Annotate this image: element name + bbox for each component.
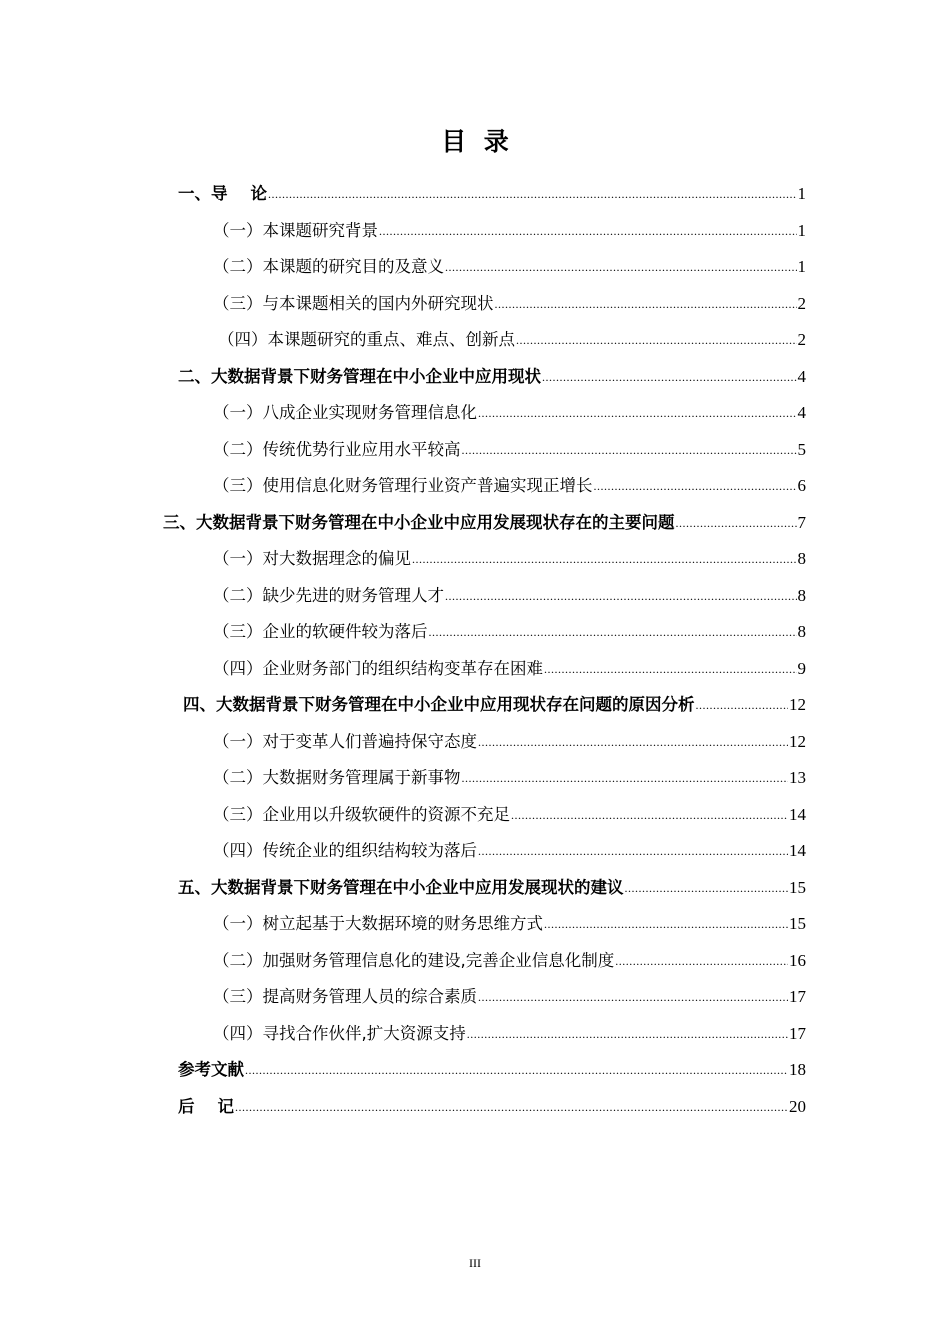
- toc-dot-leader: [462, 760, 789, 797]
- toc-entry-title: （三）使用信息化财务管理行业资产普遍实现正增长: [213, 476, 593, 495]
- toc-entry-page: 9: [797, 659, 806, 678]
- toc-entry[interactable]: [213, 796, 806, 833]
- toc-entry-title: （一）八成企业实现财务管理信息化: [213, 403, 477, 422]
- toc-entry-page: 20: [789, 1097, 806, 1116]
- toc-entry-page: 8: [797, 549, 806, 568]
- toc-entry-title: （二）传统优势行业应用水平较高: [213, 440, 461, 459]
- toc-entry-title: （一）树立起基于大数据环境的财务思维方式: [213, 914, 543, 933]
- toc-dot-leader: [696, 687, 789, 724]
- toc-dot-leader: [594, 468, 797, 505]
- toc-entry-title: （四）企业财务部门的组织结构变革存在困难: [213, 659, 543, 678]
- toc-entry-page: 4: [797, 367, 806, 386]
- toc-dot-leader: [478, 724, 788, 761]
- toc-dot-leader: [495, 286, 797, 323]
- toc-entry-page: 14: [789, 805, 806, 824]
- toc-entry-page: 12: [789, 695, 806, 714]
- page-number: III: [469, 1256, 481, 1270]
- toc-entry[interactable]: [213, 905, 806, 942]
- toc-entry[interactable]: [213, 394, 806, 431]
- toc-dot-leader: [462, 432, 797, 469]
- toc-entry[interactable]: [213, 613, 806, 650]
- toc-entry[interactable]: [213, 942, 806, 979]
- toc-entry[interactable]: [213, 212, 806, 249]
- toc-dot-leader: [625, 870, 789, 907]
- toc-dot-leader: [478, 833, 788, 870]
- toc-entry[interactable]: [178, 175, 806, 212]
- toc-dot-leader: [235, 1089, 788, 1126]
- toc-entry-title: （四）传统企业的组织结构较为落后: [213, 841, 477, 860]
- toc-entry[interactable]: [163, 504, 806, 541]
- toc-entry-page: 18: [789, 1060, 806, 1079]
- toc-entry-title: （三）企业的软硬件较为落后: [213, 622, 428, 641]
- toc-entry-title: （二）大数据财务管理属于新事物: [213, 768, 461, 787]
- toc-entry-page: 15: [789, 914, 806, 933]
- toc-entry-title: （一）对大数据理念的偏见: [213, 549, 411, 568]
- toc-entry[interactable]: [178, 1088, 806, 1125]
- toc-dot-leader: [511, 797, 788, 834]
- toc-entry[interactable]: [213, 832, 806, 869]
- toc-entry-page: 6: [797, 476, 806, 495]
- toc-dot-leader: [544, 651, 797, 688]
- toc-entry-page: 4: [797, 403, 806, 422]
- toc-entry[interactable]: [218, 321, 806, 358]
- toc-dot-leader: [412, 541, 797, 578]
- toc-dot-leader: [245, 1052, 788, 1089]
- toc-entry[interactable]: [213, 723, 806, 760]
- toc-dot-leader: [542, 359, 797, 396]
- toc-entry-title: 一、导 论: [178, 184, 267, 203]
- toc-entry-page: 5: [797, 440, 806, 459]
- toc-dot-leader: [516, 322, 797, 359]
- toc-entry-page: 15: [789, 878, 806, 897]
- toc-dot-leader: [445, 578, 797, 615]
- toc-entry[interactable]: [213, 759, 806, 796]
- toc-entry-page: 7: [797, 513, 806, 532]
- toc-entry-page: 8: [797, 586, 806, 605]
- toc-entry-title: （四）本课题研究的重点、难点、创新点: [218, 330, 515, 349]
- toc-entry-page: 1: [797, 257, 806, 276]
- toc-dot-leader: [467, 1016, 788, 1053]
- toc-entry[interactable]: [183, 686, 806, 723]
- toc-entry[interactable]: [213, 431, 806, 468]
- toc-entry-page: 14: [789, 841, 806, 860]
- toc-dot-leader: [445, 249, 797, 286]
- toc-entry[interactable]: [213, 248, 806, 285]
- toc-entry-page: 16: [789, 951, 806, 970]
- toc-entry-title: （三）与本课题相关的国内外研究现状: [213, 294, 494, 313]
- toc-entry[interactable]: [213, 1015, 806, 1052]
- toc-entry[interactable]: [178, 1051, 806, 1088]
- toc-dot-leader: [615, 943, 788, 980]
- toc-entry-title: 五、大数据背景下财务管理在中小企业中应用发展现状的建议: [178, 878, 624, 897]
- toc-entry[interactable]: [213, 540, 806, 577]
- toc-dot-leader: [478, 979, 788, 1016]
- toc-entry-page: 13: [789, 768, 806, 787]
- page-title: 目 录: [441, 127, 509, 156]
- toc-entry[interactable]: [213, 650, 806, 687]
- toc-entry-page: 17: [789, 1024, 806, 1043]
- toc-entry-title: （三）企业用以升级软硬件的资源不充足: [213, 805, 510, 824]
- toc-entry-title: 三、大数据背景下财务管理在中小企业中应用发展现状存在的主要问题: [163, 513, 675, 532]
- toc-dot-leader: [544, 906, 788, 943]
- toc-dot-leader: [429, 614, 797, 651]
- toc-dot-leader: [268, 176, 797, 213]
- toc-entry-page: 8: [797, 622, 806, 641]
- toc-entry[interactable]: [213, 285, 806, 322]
- toc-entry-title: （三）提高财务管理人员的综合素质: [213, 987, 477, 1006]
- toc-entry[interactable]: [213, 467, 806, 504]
- toc-entry-title: 四、大数据背景下财务管理在中小企业中应用现状存在问题的原因分析: [183, 695, 695, 714]
- toc-entry-title: 参考文献: [178, 1060, 244, 1079]
- toc-entry-title: 二、大数据背景下财务管理在中小企业中应用现状: [178, 367, 541, 386]
- toc-entry-page: 12: [789, 732, 806, 751]
- toc-entry-title: （二）本课题的研究目的及意义: [213, 257, 444, 276]
- toc-entry-title: （一）本课题研究背景: [213, 221, 378, 240]
- toc-entry-page: 2: [797, 294, 806, 313]
- toc-entry-page: 17: [789, 987, 806, 1006]
- toc-dot-leader: [379, 213, 797, 250]
- toc-entry[interactable]: [178, 869, 806, 906]
- toc-entry-title: 后 记: [178, 1097, 234, 1116]
- toc-entry-page: 1: [797, 221, 806, 240]
- toc-entry[interactable]: [178, 358, 806, 395]
- toc-entry-page: 2: [797, 330, 806, 349]
- toc-dot-leader: [676, 505, 797, 542]
- toc-entry-title: （二）缺少先进的财务管理人才: [213, 586, 444, 605]
- toc-entry[interactable]: [213, 978, 806, 1015]
- toc-dot-leader: [478, 395, 797, 432]
- toc-entry-title: （一）对于变革人们普遍持保守态度: [213, 732, 477, 751]
- toc-entry[interactable]: [213, 577, 806, 614]
- toc-entry-title: （二）加强财务管理信息化的建设,完善企业信息化制度: [213, 951, 615, 970]
- toc-entry-page: 1: [797, 184, 806, 203]
- toc-entry-title: （四）寻找合作伙伴,扩大资源支持: [213, 1024, 466, 1043]
